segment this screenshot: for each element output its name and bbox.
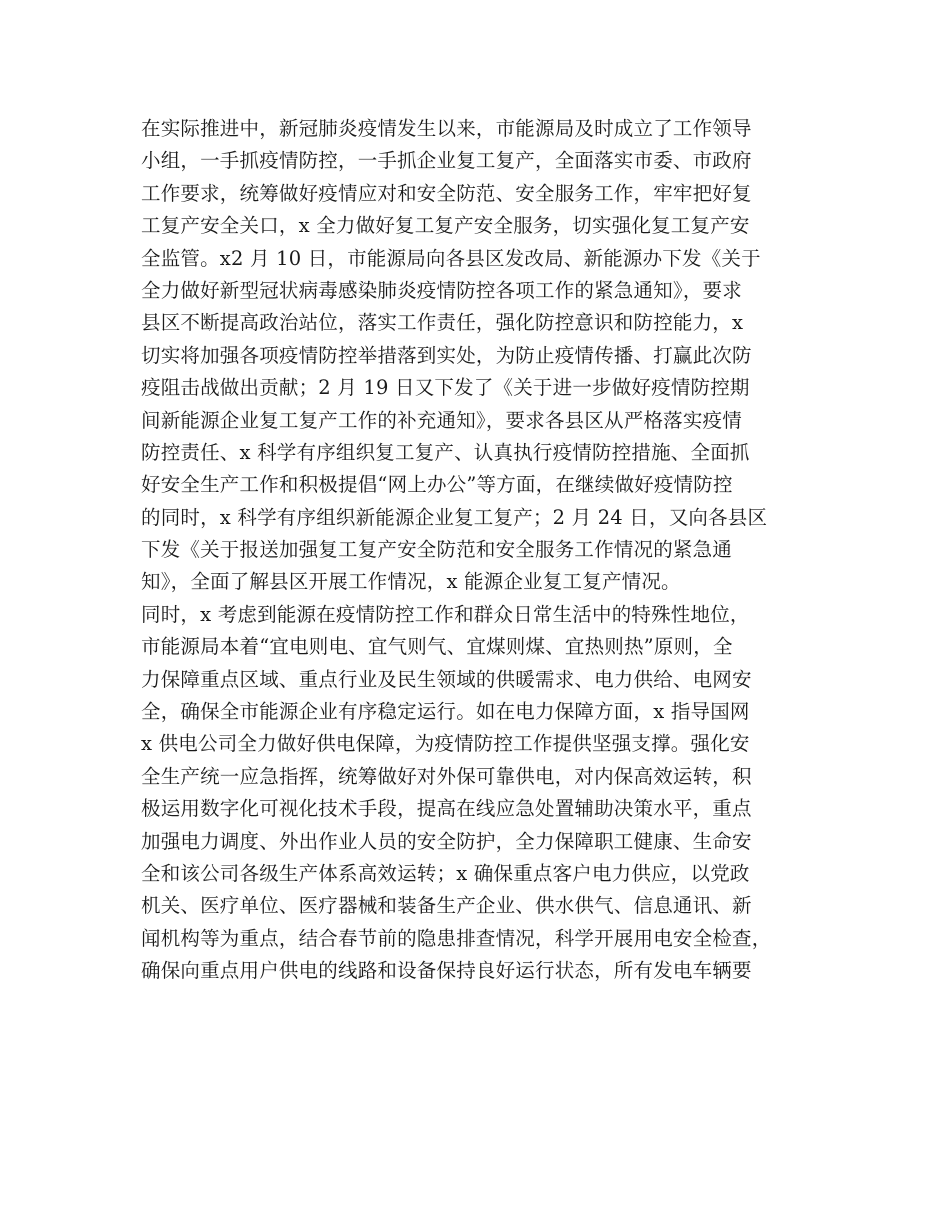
text-line: 同时，x 考虑到能源在疫情防控工作和群众日常生活中的特殊性地位，	[141, 602, 750, 626]
text-line: 知》，全面了解县区开展工作情况，x 能源企业复工复产情况。	[141, 570, 681, 594]
text-line: 防控责任、x 科学有序组织复工复产、认真执行疫情防控措施、全面抓	[141, 440, 750, 464]
document-body	[141, 113, 821, 988]
text-line: 疫阻击战做出贡献；2 月 19 日又下发了《关于进一步做好疫情防控期	[141, 376, 750, 400]
text-line: 全力做好新型冠状病毒感染肺炎疫情防控各项工作的紧急通知》，要求	[141, 278, 742, 302]
text-line: 工复产安全关口，x 全力做好复工复产安全服务，切实强化复工复产安	[141, 214, 750, 238]
text-line: 加强电力调度、外出作业人员的安全防护，全力保障职工健康、生命安	[141, 829, 752, 853]
text-line: x 供电公司全力做好供电保障，为疫情防控工作提供坚强支撑。强化安	[141, 732, 750, 756]
text-line: 的同时，x 科学有序组织新能源企业复工复产；2 月 24 日，又向各县区	[141, 505, 768, 529]
text-line: 力保障重点区域、重点行业及民生领域的供暖需求、电力供给、电网安	[141, 667, 752, 691]
text-line: 好安全生产工作和积极提倡“网上办公”等方面，在继续做好疫情防控	[141, 473, 733, 497]
text-line: 全和该公司各级生产体系高效运转；x 确保重点客户电力供应，以党政	[141, 861, 750, 885]
text-line: 小组，一手抓疫情防控，一手抓企业复工复产，全面落实市委、市政府	[141, 149, 752, 173]
text-line: 下发《关于报送加强复工复产安全防范和安全服务工作情况的紧急通	[141, 538, 733, 562]
text-line: 闻机构等为重点，结合春节前的隐患排查情况，科学开展用电安全检查，	[141, 926, 772, 950]
text-line: 切实将加强各项疫情防控举措落到实处，为防止疫情传播、打赢此次防	[141, 343, 752, 367]
text-line: 确保向重点用户供电的线路和设备保持良好运行状态，所有发电车辆要	[141, 959, 752, 983]
text-line: 机关、医疗单位、医疗器械和装备生产企业、供水供气、信息通讯、新	[141, 894, 752, 918]
text-line: 极运用数字化可视化技术手段，提高在线应急处置辅助决策水平，重点	[141, 797, 752, 821]
text-line: 全生产统一应急指挥，统筹做好对外保可靠供电，对内保高效运转，积	[141, 764, 752, 788]
text-line: 全，确保全市能源企业有序稳定运行。如在电力保障方面，x 指导国网	[141, 700, 750, 724]
text-line: 全监管。x2 月 10 日，市能源局向各县区发改局、新能源办下发《关于	[141, 246, 761, 270]
text-line: 工作要求，统筹做好疫情应对和安全防范、安全服务工作，牢牢把好复	[141, 181, 752, 205]
text-line: 市能源局本着“宜电则电、宜气则气、宜煤则煤、宜热则热”原则，全	[141, 635, 733, 659]
text-line: 在实际推进中，新冠肺炎疫情发生以来，市能源局及时成立了工作领导	[141, 117, 752, 140]
text-line: 县区不断提高政治站位，落实工作责任，强化防控意识和防控能力，x	[141, 311, 744, 335]
text-line: 间新能源企业复工复产工作的补充通知》，要求各县区从严格落实疫情	[141, 408, 742, 432]
